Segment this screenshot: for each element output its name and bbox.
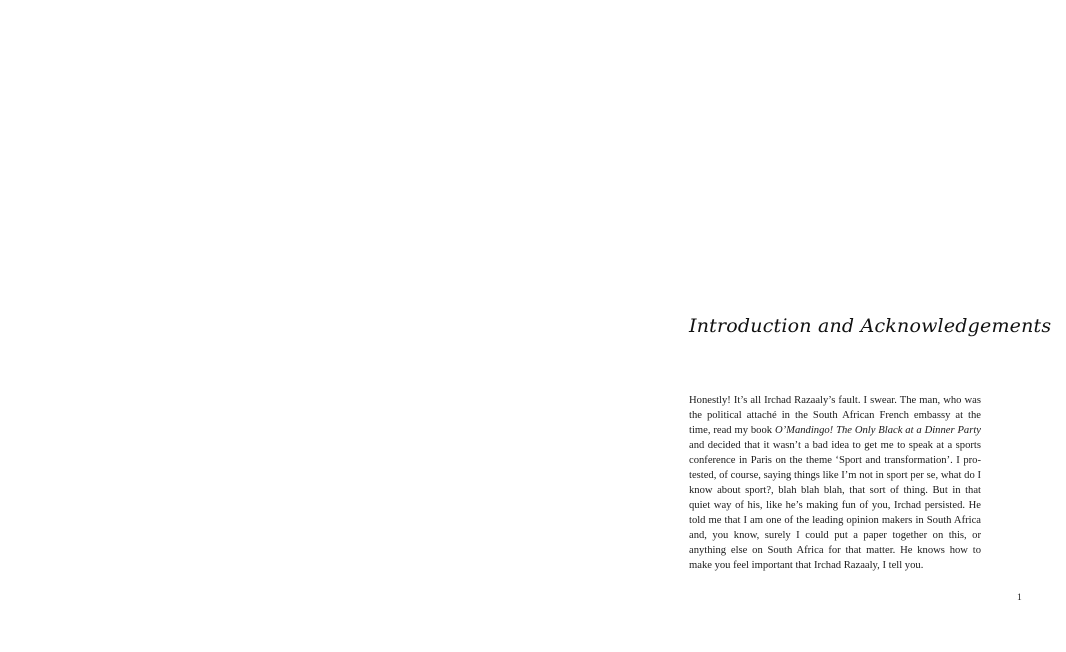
body-paragraph [689, 393, 981, 573]
paragraph-text-end: and decided that it wasn’t a bad idea to get me to speak at a sports conference in Paris on the theme ‘Sport and transformation’. I pro-tested, of course, saying things like I’m not in sport per se, what do I know about sport?, blah blah blah, that sort of thing. But in that quiet way of his, like he’s making fun of you, Irchad persisted. He told me that I am one of the leading opinion makers in South Africa and, you know, surely I could put a paper together on this, or anything else on South Africa for that matter. He knows how to make you feel important that Irchad Razaaly, I tell you. [689, 440, 981, 571]
page-number: 1 [1017, 593, 1022, 603]
chapter-title: Introduction and Acknowledgements [689, 315, 1052, 337]
book-title: O’Mandingo! The Only Black at a Dinner Party [774, 425, 981, 436]
right-page [533, 0, 1066, 652]
paragraph-text-start: Honestly! It’s all Irchad Razaaly’s fault. I swear. The man, who was the political attaché in the South African French embassy at the time, read my book [689, 395, 981, 436]
